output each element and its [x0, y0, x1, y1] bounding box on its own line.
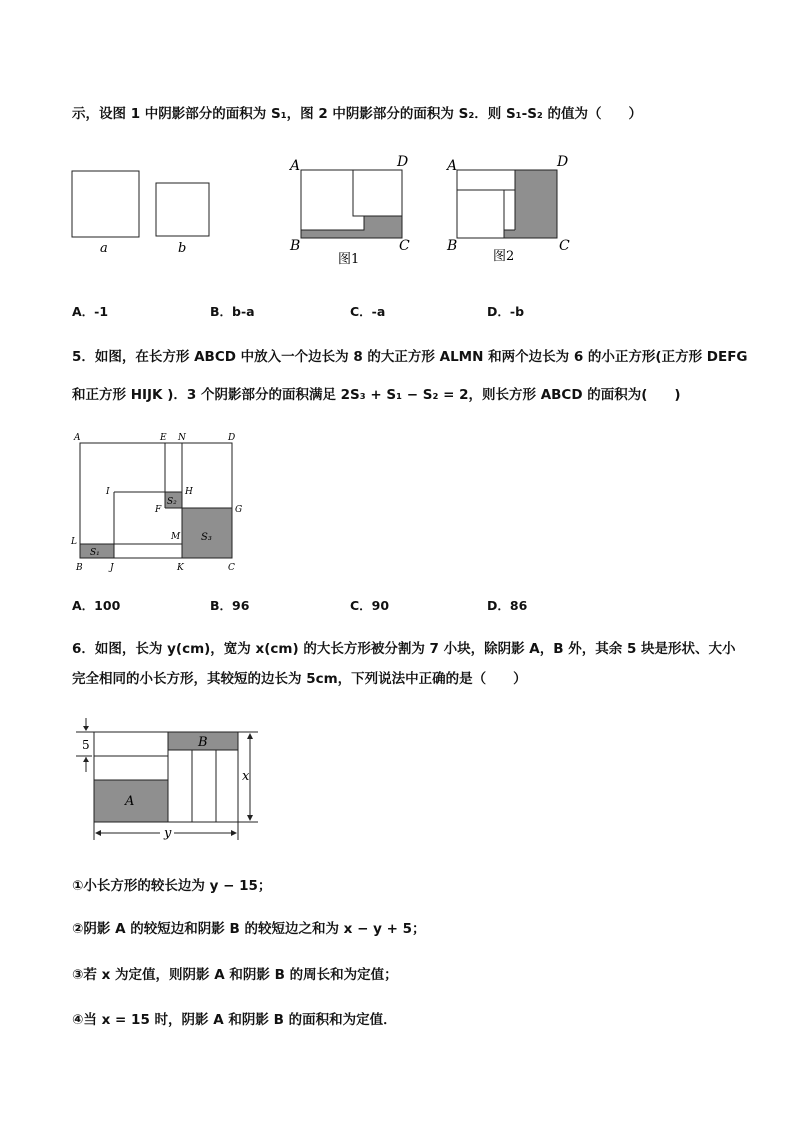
fig1-caption: 图1 [338, 252, 360, 267]
svg-text:5: 5 [82, 738, 90, 752]
q6-statement-4: ④当 x = 15 时，阴影 A 和阴影 B 的面积和为定值． [72, 1012, 397, 1028]
q5-line1: 5．如图，在长方形 ABCD 中放入一个边长为 8 的大正方形 ALMN 和两个边长为 6 的小正方形(正方形 DEFG [72, 349, 748, 365]
q4-option-d: D．-b [487, 304, 525, 319]
fig2-shade-bottom [504, 230, 557, 238]
q5-line2: 和正方形 HIJK )．3 个阴影部分的面积满足 2S₃ + S₁ − S₂ = 2，则长方形 ABCD 的面积为( ) [72, 387, 681, 403]
svg-text:F: F [155, 505, 162, 515]
svg-text:D: D [228, 433, 236, 443]
svg-text:A: A [290, 158, 301, 174]
svg-text:C: C [228, 563, 235, 573]
q4-option-c: C．-a [350, 304, 386, 319]
label-a: a [100, 241, 108, 256]
svg-text:x: x [242, 769, 250, 784]
svg-text:B: B [290, 238, 301, 254]
svg-text:M: M [171, 532, 181, 542]
svg-text:C: C [399, 238, 410, 254]
q6-statement-3: ③若 x 为定值，则阴影 A 和阴影 B 的周长和为定值； [72, 967, 398, 983]
svg-text:K: K [177, 563, 184, 573]
svg-text:J: J [110, 563, 114, 573]
svg-text:I: I [106, 487, 110, 497]
q6-statement-1: ①小长方形的较长边为 y − 15； [72, 878, 272, 894]
q4-intro: 示，设图 1 中阴影部分的面积为 S₁，图 2 中阴影部分的面积为 S₂．则 S₁-S₂ 的值为（ ） [72, 106, 643, 122]
q5-figure [68, 428, 258, 576]
q5-option-c: C．90 [350, 598, 390, 613]
svg-text:A: A [447, 158, 458, 174]
q6-line2: 完全相同的小长方形，其较短的边长为 5cm，下列说法中正确的是（ ） [72, 671, 527, 687]
svg-text:A: A [74, 433, 81, 443]
svg-text:B: B [76, 563, 83, 573]
square-a [72, 171, 139, 237]
fig2-caption: 图2 [493, 249, 515, 264]
q6-statement-2: ②阴影 A 的较短边和阴影 B 的较短边之和为 x − y + 5； [72, 921, 426, 937]
label-b: b [178, 241, 187, 256]
svg-text:L: L [71, 537, 77, 547]
svg-text:D: D [397, 154, 409, 170]
q5-option-d: D．86 [487, 598, 528, 613]
fig1-shade-corner [364, 216, 402, 238]
q6-figure [72, 712, 272, 842]
q5-option-b: B．96 [210, 598, 250, 613]
svg-text:B: B [447, 238, 458, 254]
figure-2 [445, 154, 570, 264]
svg-text:A: A [125, 794, 135, 809]
square-b [156, 183, 209, 236]
svg-text:y: y [164, 826, 172, 841]
q4-option-b: B．b-a [210, 304, 255, 319]
svg-text:C: C [559, 238, 570, 254]
svg-text:N: N [178, 433, 186, 443]
q5-option-a: A．100 [72, 598, 121, 613]
svg-text:B: B [198, 735, 208, 750]
q6-line1: 6．如图，长为 y(cm)，宽为 x(cm) 的大长方形被分割为 7 小块，除阴影 A，B 外，其余 5 块是形状、大小 [72, 641, 736, 657]
svg-text:E: E [160, 433, 167, 443]
figure-1 [288, 154, 410, 267]
svg-text:S₁: S₁ [90, 548, 100, 558]
fig2-shade-right [515, 170, 557, 238]
svg-text:H: H [185, 487, 193, 497]
svg-text:D: D [557, 154, 569, 170]
svg-text:G: G [235, 505, 243, 515]
q4-option-a: A．-1 [72, 304, 109, 319]
q4-figures [60, 150, 620, 270]
svg-text:S₃: S₃ [201, 532, 212, 543]
svg-text:S₂: S₂ [167, 497, 177, 507]
